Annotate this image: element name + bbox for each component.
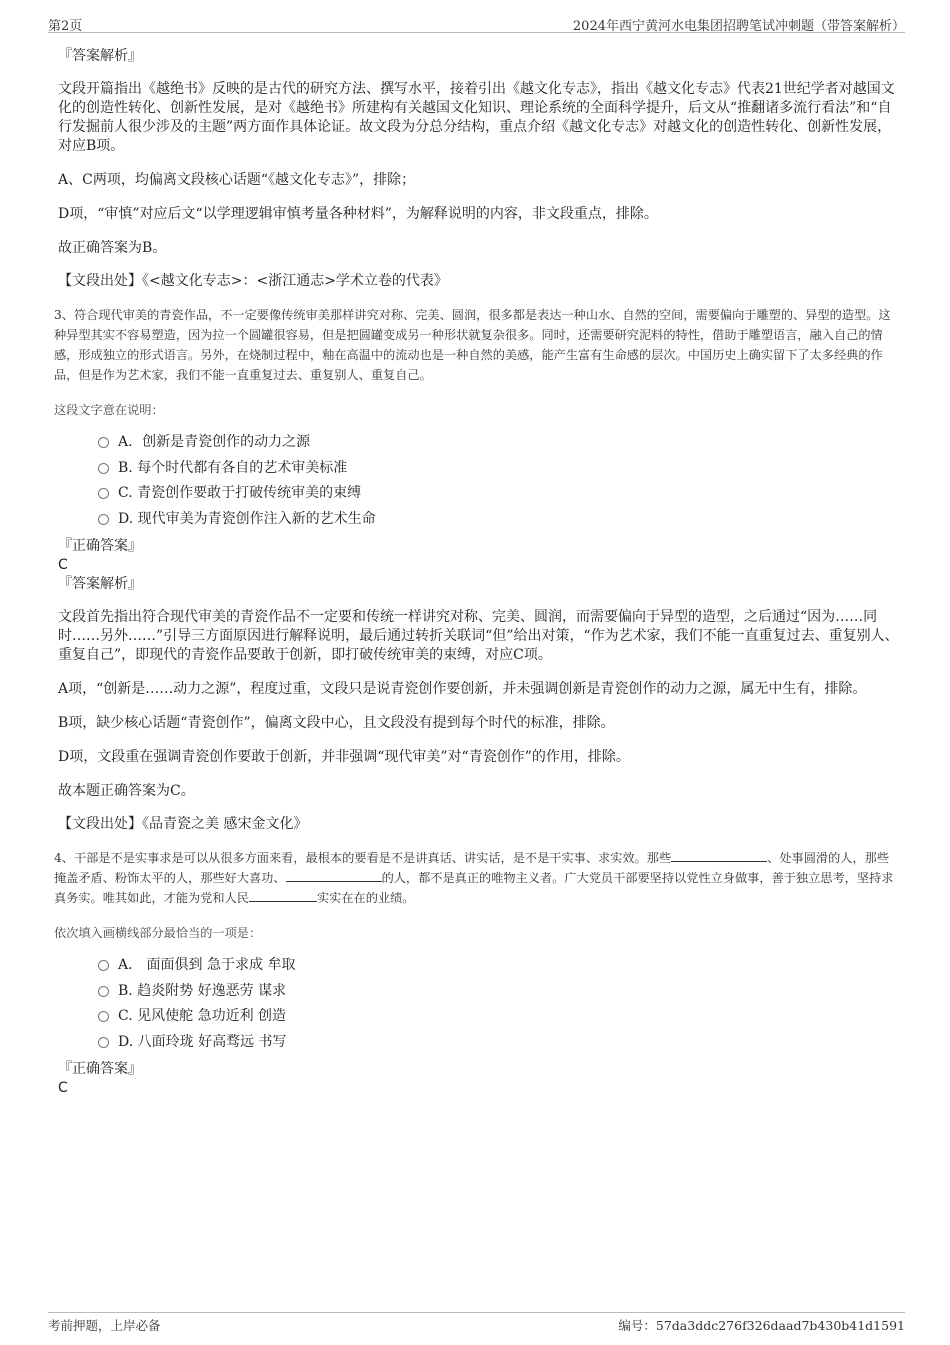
q4-text-part-3: 的人，都不是真正的唯物主义者。广大党员干部要坚持以党性立身做事，善于独立思考，坚持求真务实。唯其如此，才能为党和人民	[54, 871, 894, 905]
radio-icon[interactable]	[98, 488, 109, 499]
q2-analysis-paragraph: 文段开篇指出《越绝书》反映的是古代的研究方法、撰写水平，接着引出《越文化专志》，指出《越文化专志》代表21世纪学者对越国文化的创造性转化、创新性发展，是对《越绝书》所建构有关越国文化知识、理论系统的全面科学提升，后文从“推翻诸多流行看法”和“自行发掘前人很少涉及的主题”两方面作具体论证。故文段为分总分结构，重点介绍《越文化专志》对越文化的创造性转化、创新性发展，对应B项。	[58, 81, 895, 154]
q3-correct-answer: C	[58, 557, 68, 573]
option-label: B. 每个时代都有各自的艺术审美标准	[118, 459, 348, 476]
q3-option-c[interactable]	[98, 481, 900, 507]
q3-correct-label: 『正确答案』	[58, 538, 142, 554]
radio-icon[interactable]	[98, 960, 109, 971]
q3-option-b[interactable]	[98, 456, 900, 482]
radio-icon[interactable]	[98, 1037, 109, 1048]
page-header	[48, 12, 905, 33]
radio-icon[interactable]	[98, 1011, 109, 1022]
q4-option-d[interactable]	[98, 1030, 900, 1056]
q2-conclusion: 故正确答案为B。	[58, 240, 167, 256]
page-footer	[48, 1312, 905, 1333]
option-label: D. 现代审美为青瓷创作注入新的艺术生命	[118, 510, 376, 527]
page-number: 第2页	[48, 19, 83, 34]
q3-question-text: 3、符合现代审美的青瓷作品，不一定要像传统审美那样讲究对称、完美、圆润，很多都是表达一种山水、自然的空间，需要偏向于雕塑的、异型的造型。这种异型其实不容易塑造，因为拉一个圆罐很容易，但是把圆罐变成另一种形状就复杂很多。同时，还需要研究泥料的特性，借助于雕塑语言，融入自己的情感，形成独立的形式语言。另外，在烧制过程中，釉在高温中的流动也是一种自然的美感，能产生富有生命感的层次。中国历史上确实留下了太多经典的作品，但是作为艺术家，我们不能一直重复过去、重复别人、重复自己。	[54, 308, 891, 382]
radio-icon[interactable]	[98, 986, 109, 997]
q3-conclusion: 故本题正确答案为C。	[58, 783, 195, 799]
q4-option-c[interactable]	[98, 1004, 900, 1030]
q3-prompt: 这段文字意在说明：	[54, 403, 164, 417]
radio-icon[interactable]	[98, 463, 109, 474]
q3-analysis-option-d: D项，文段重在强调青瓷创作要敢于创新，并非强调“现代审美”对“青瓷创作”的作用，排除。	[58, 749, 630, 765]
radio-icon[interactable]	[98, 437, 109, 448]
option-label: C. 青瓷创作要敢于打破传统审美的束缚	[118, 485, 362, 501]
q4-options	[58, 953, 900, 1055]
q2-analysis-option-d: D项，“审慎”对应后文“以学理逻辑审慎考量各种材料”，为解释说明的内容，非文段重点，排除。	[58, 206, 658, 222]
q3-analysis-paragraph: 文段首先指出符合现代审美的青瓷作品不一定要和传统一样讲究对称、完美、圆润，而需要偏向于异型的造型，之后通过“因为……同时……另外……”引导三方面原因进行解释说明，最后通过转折关联词“但”给出对策，“作为艺术家，我们不能一直重复过去、重复别人、重复自己”，即现代的青瓷作品要敢于创新，即打破传统审美的束缚，对应C项。	[58, 609, 899, 663]
page-content	[54, 46, 900, 1097]
footer-slogan: 考前押题，上岸必备	[48, 1318, 161, 1333]
q3-option-a[interactable]	[98, 430, 900, 456]
radio-icon[interactable]	[98, 514, 109, 525]
document-title: 2024年西宁黄河水电集团招聘笔试冲刺题（带答案解析）	[572, 19, 905, 34]
q3-source: 【文段出处】《品青瓷之美 感宋金文化》	[58, 816, 308, 832]
q4-blank-3	[249, 889, 317, 902]
q4-blank-1	[671, 849, 767, 862]
q4-option-a[interactable]	[98, 953, 900, 979]
q3-options	[58, 430, 900, 532]
option-label: A． 面面俱到 急于求成 牟取	[118, 957, 296, 973]
document-code: 编号：57da3ddc276f326daad7b430b41d1591	[618, 1318, 905, 1333]
option-label: C. 见风使舵 急功近利 创造	[118, 1008, 287, 1024]
q3-option-d[interactable]	[98, 507, 900, 533]
q2-analysis-label: 『答案解析』	[58, 48, 142, 64]
q3-analysis-label: 『答案解析』	[58, 576, 142, 592]
q3-analysis-option-b: B项，缺少核心话题“青瓷创作”，偏离文段中心，且文段没有提到每个时代的标准，排除。	[58, 715, 615, 731]
q4-option-b[interactable]	[98, 979, 900, 1005]
q4-text-part-1: 4、干部是不是实事求是可以从很多方面来看，最根本的要看是不是讲真话、讲实话，是不是干实事、求实效。那些	[54, 851, 672, 865]
q4-question-text	[54, 848, 900, 908]
q3-analysis-option-a: A项，“创新是……动力之源”，程度过重，文段只是说青瓷创作要创新，并未强调创新是青瓷创作的动力之源，属无中生有，排除。	[58, 681, 867, 697]
option-label: B. 趋炎附势 好逸恶劳 谋求	[118, 982, 287, 999]
q4-correct-answer: C	[58, 1080, 68, 1096]
q4-blank-2	[286, 869, 382, 882]
q4-prompt: 依次填入画横线部分最恰当的一项是：	[54, 926, 262, 940]
q2-analysis-option-ac: A、C两项，均偏离文段核心话题“《越文化专志》”，排除；	[58, 172, 416, 188]
q4-text-part-4: 实实在在的业绩。	[317, 891, 415, 905]
q4-correct-label: 『正确答案』	[58, 1061, 142, 1077]
option-label: D. 八面玲珑 好高骛远 书写	[118, 1033, 287, 1050]
q4-text-part-2: 、处事圆滑的人，那些掩盖矛盾、粉饰太平的人，那些好大喜功、	[54, 851, 890, 885]
q2-source: 【文段出处】《<越文化专志>：<浙江通志>学术立卷的代表》	[58, 273, 448, 289]
option-label: A．创新是青瓷创作的动力之源	[118, 434, 311, 450]
